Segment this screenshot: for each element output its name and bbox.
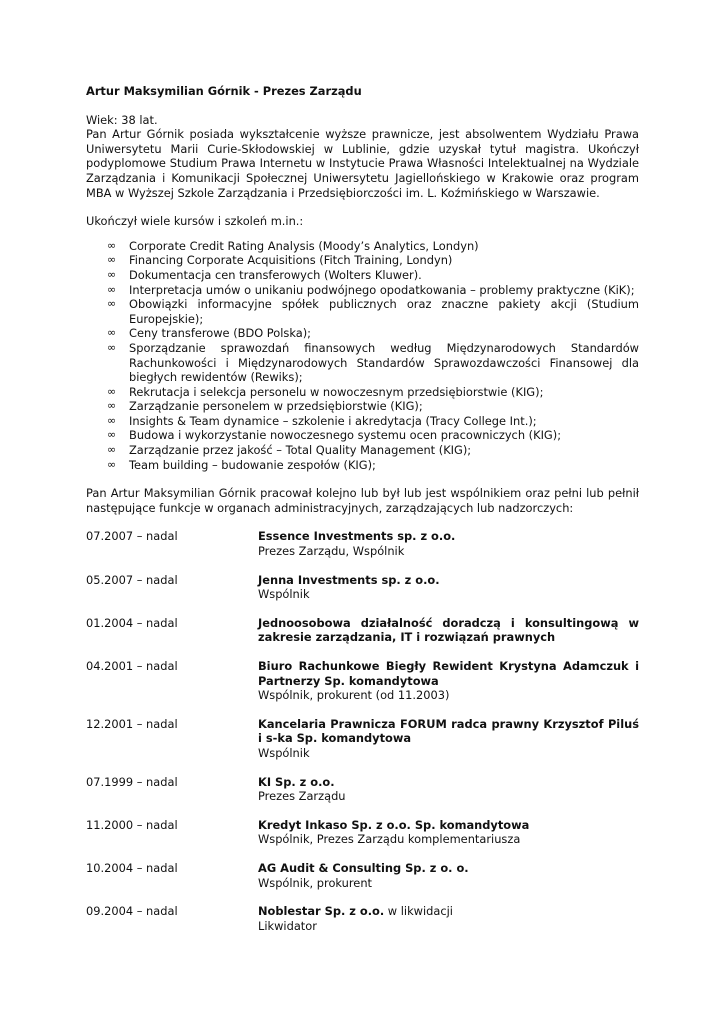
- role-position: Wspólnik, prokurent: [258, 875, 373, 890]
- infinity-bullet-icon: ∞: [107, 443, 117, 457]
- role-company: Kredyt Inkaso Sp. z o.o. Sp. komandytowa: [258, 817, 530, 832]
- list-item: [86, 326, 639, 341]
- role-company: Noblestar Sp. z o.o.: [258, 904, 385, 919]
- page-title: Artur Maksymilian Górnik - Prezes Zarządu: [86, 84, 362, 98]
- infinity-bullet-icon: ∞: [107, 282, 117, 296]
- role-company-line: [258, 573, 639, 588]
- roles-list: [86, 529, 639, 933]
- role-company-line: [258, 717, 639, 746]
- infinity-bullet-icon: ∞: [107, 384, 117, 398]
- role-period: 01.2004 – nadal: [86, 615, 178, 630]
- role-detail: [258, 775, 639, 804]
- role-position: Wspólnik, prokurent (od 11.2003): [258, 688, 450, 703]
- infinity-bullet-icon: ∞: [107, 267, 117, 281]
- role-row: [86, 616, 639, 645]
- infinity-bullet-icon: ∞: [107, 399, 117, 413]
- list-item: [86, 239, 639, 254]
- course-text: Team building – budowanie zespołów (KIG);: [129, 457, 376, 472]
- role-position: Prezes Zarządu: [258, 789, 346, 804]
- role-company-line: [258, 775, 639, 790]
- role-period: 12.2001 – nadal: [86, 716, 178, 731]
- role-company-line: [258, 659, 639, 688]
- list-item: [86, 458, 639, 473]
- list-item: [86, 414, 639, 429]
- role-period: 05.2007 – nadal: [86, 572, 178, 587]
- course-text: Obowiązki informacyjne spółek publicznych oraz znaczne pakiety akcji (Studium Europejskie);: [129, 297, 639, 326]
- role-row: [86, 529, 639, 558]
- role-company-line: [258, 818, 639, 833]
- infinity-bullet-icon: ∞: [107, 326, 117, 340]
- course-text: Interpretacja umów o unikaniu podwójnego opodatkowania – problemy praktyczne (KiK);: [129, 282, 635, 297]
- list-item: [86, 253, 639, 268]
- role-period: 07.2007 – nadal: [86, 529, 178, 544]
- course-text: Ceny transferowe (BDO Polska);: [129, 326, 311, 341]
- role-detail: [258, 573, 639, 602]
- courses-intro: Ukończył wiele kursów i szkoleń m.in.:: [86, 214, 304, 229]
- role-row: [86, 717, 639, 761]
- infinity-bullet-icon: ∞: [107, 253, 117, 267]
- list-item: [86, 385, 639, 400]
- role-company: KI Sp. z o.o.: [258, 774, 335, 789]
- role-row: [86, 775, 639, 804]
- role-company: Jenna Investments sp. z o.o.: [258, 572, 440, 587]
- education-paragraph: Pan Artur Górnik posiada wykształcenie wyższe prawnicze, jest absolwentem Wydziału Prawa Uniwersytetu Marii Curie-Skłodowskiej w Lublinie, gdzie uzyskał tytuł magistra. Ukończył podyplomowe Studium Prawa Internetu w Instytucie Prawa Własności Intelektualnej na Wydziale Zarządzania i Komunikacji Społecznej Uniwersytetu Jagiellońskiego w Krakowie oraz program MBA w Wyższej Szkole Zarządzania i Przedsiębiorczości im. L. Koźmińskiego w Warszawie.: [86, 127, 639, 200]
- infinity-bullet-icon: ∞: [107, 428, 117, 442]
- role-detail: [258, 818, 639, 847]
- role-position: Wspólnik: [258, 587, 310, 602]
- infinity-bullet-icon: ∞: [107, 457, 117, 471]
- role-row: [86, 861, 639, 890]
- role-position: Wspólnik: [258, 745, 310, 760]
- course-text: Rekrutacja i selekcja personelu w nowoczesnym przedsiębiorstwie (KIG);: [129, 384, 544, 399]
- list-item: [86, 268, 639, 283]
- course-text: Zarządzanie przez jakość – Total Quality Management (KIG);: [129, 443, 472, 458]
- document-page: [86, 84, 639, 947]
- age-line: Wiek: 38 lat.: [86, 112, 158, 127]
- course-text: Insights & Team dynamice – szkolenie i akredytacja (Tracy College Int.);: [129, 413, 537, 428]
- role-detail: [258, 659, 639, 703]
- role-row: [86, 573, 639, 602]
- role-company-line: [258, 529, 639, 544]
- courses-list: [86, 239, 639, 473]
- infinity-bullet-icon: ∞: [107, 340, 117, 354]
- role-company: Kancelaria Prawnicza FORUM radca prawny Krzysztof Piluś i s-ka Sp. komandytowa: [258, 716, 639, 746]
- functions-intro: Pan Artur Maksymilian Górnik pracował kolejno lub był lub jest wspólnikiem oraz pełni lub pełnił następujące funkcje w organach administracyjnych, zarządzających lub nadzorczych:: [86, 486, 639, 515]
- role-period: 11.2000 – nadal: [86, 817, 178, 832]
- role-detail: [258, 717, 639, 761]
- role-period: 10.2004 – nadal: [86, 860, 178, 875]
- role-company: Essence Investments sp. z o.o.: [258, 529, 456, 544]
- role-row: [86, 904, 639, 933]
- role-detail: [258, 616, 639, 645]
- role-company: AG Audit & Consulting Sp. z o. o.: [258, 860, 469, 875]
- infinity-bullet-icon: ∞: [107, 413, 117, 427]
- role-detail: [258, 904, 639, 933]
- role-company: Jednoosobowa działalność doradczą i konsultingową w zakresie zarządzania, IT i rozwiązań prawnych: [258, 615, 639, 645]
- infinity-bullet-icon: ∞: [107, 238, 117, 252]
- list-item: [86, 341, 639, 385]
- role-period: 04.2001 – nadal: [86, 659, 178, 673]
- role-position: Likwidator: [258, 918, 317, 933]
- list-item: [86, 283, 639, 298]
- list-item: [86, 443, 639, 458]
- list-item: [86, 428, 639, 443]
- list-item: [86, 297, 639, 326]
- role-detail: [258, 529, 639, 558]
- role-company: Biuro Rachunkowe Biegły Rewident Krystyna Adamczuk i Partnerzy Sp. komandytowa: [258, 659, 639, 688]
- role-company-line: [258, 616, 639, 645]
- course-text: Financing Corporate Acquisitions (Fitch Training, Londyn): [129, 253, 453, 268]
- role-position: Wspólnik, Prezes Zarządu komplementariusza: [258, 832, 521, 847]
- role-company-suffix: w likwidacji: [384, 904, 453, 919]
- course-text: Budowa i wykorzystanie nowoczesnego systemu ocen pracowniczych (KIG);: [129, 428, 562, 443]
- role-position: Prezes Zarządu, Wspólnik: [258, 544, 405, 559]
- role-row: [86, 659, 639, 703]
- role-detail: [258, 861, 639, 890]
- role-period: 07.1999 – nadal: [86, 774, 178, 789]
- course-text: Zarządzanie personelem w przedsiębiorstwie (KIG);: [129, 399, 423, 414]
- infinity-bullet-icon: ∞: [107, 297, 117, 311]
- list-item: [86, 399, 639, 414]
- role-period: 09.2004 – nadal: [86, 904, 178, 919]
- role-company-line: [258, 861, 639, 876]
- course-text: Dokumentacja cen transferowych (Wolters Kluwer).: [129, 267, 422, 282]
- course-text: Corporate Credit Rating Analysis (Moody’s Analytics, Londyn): [129, 238, 479, 253]
- course-text: Sporządzanie sprawozdań finansowych według Międzynarodowych Standardów Rachunkowości i Międzynarodowych Standardów Sprawozdawczości Finansowej dla biegłych rewidentów (Rewiks);: [129, 340, 639, 385]
- role-company-line: [258, 904, 639, 919]
- role-row: [86, 818, 639, 847]
